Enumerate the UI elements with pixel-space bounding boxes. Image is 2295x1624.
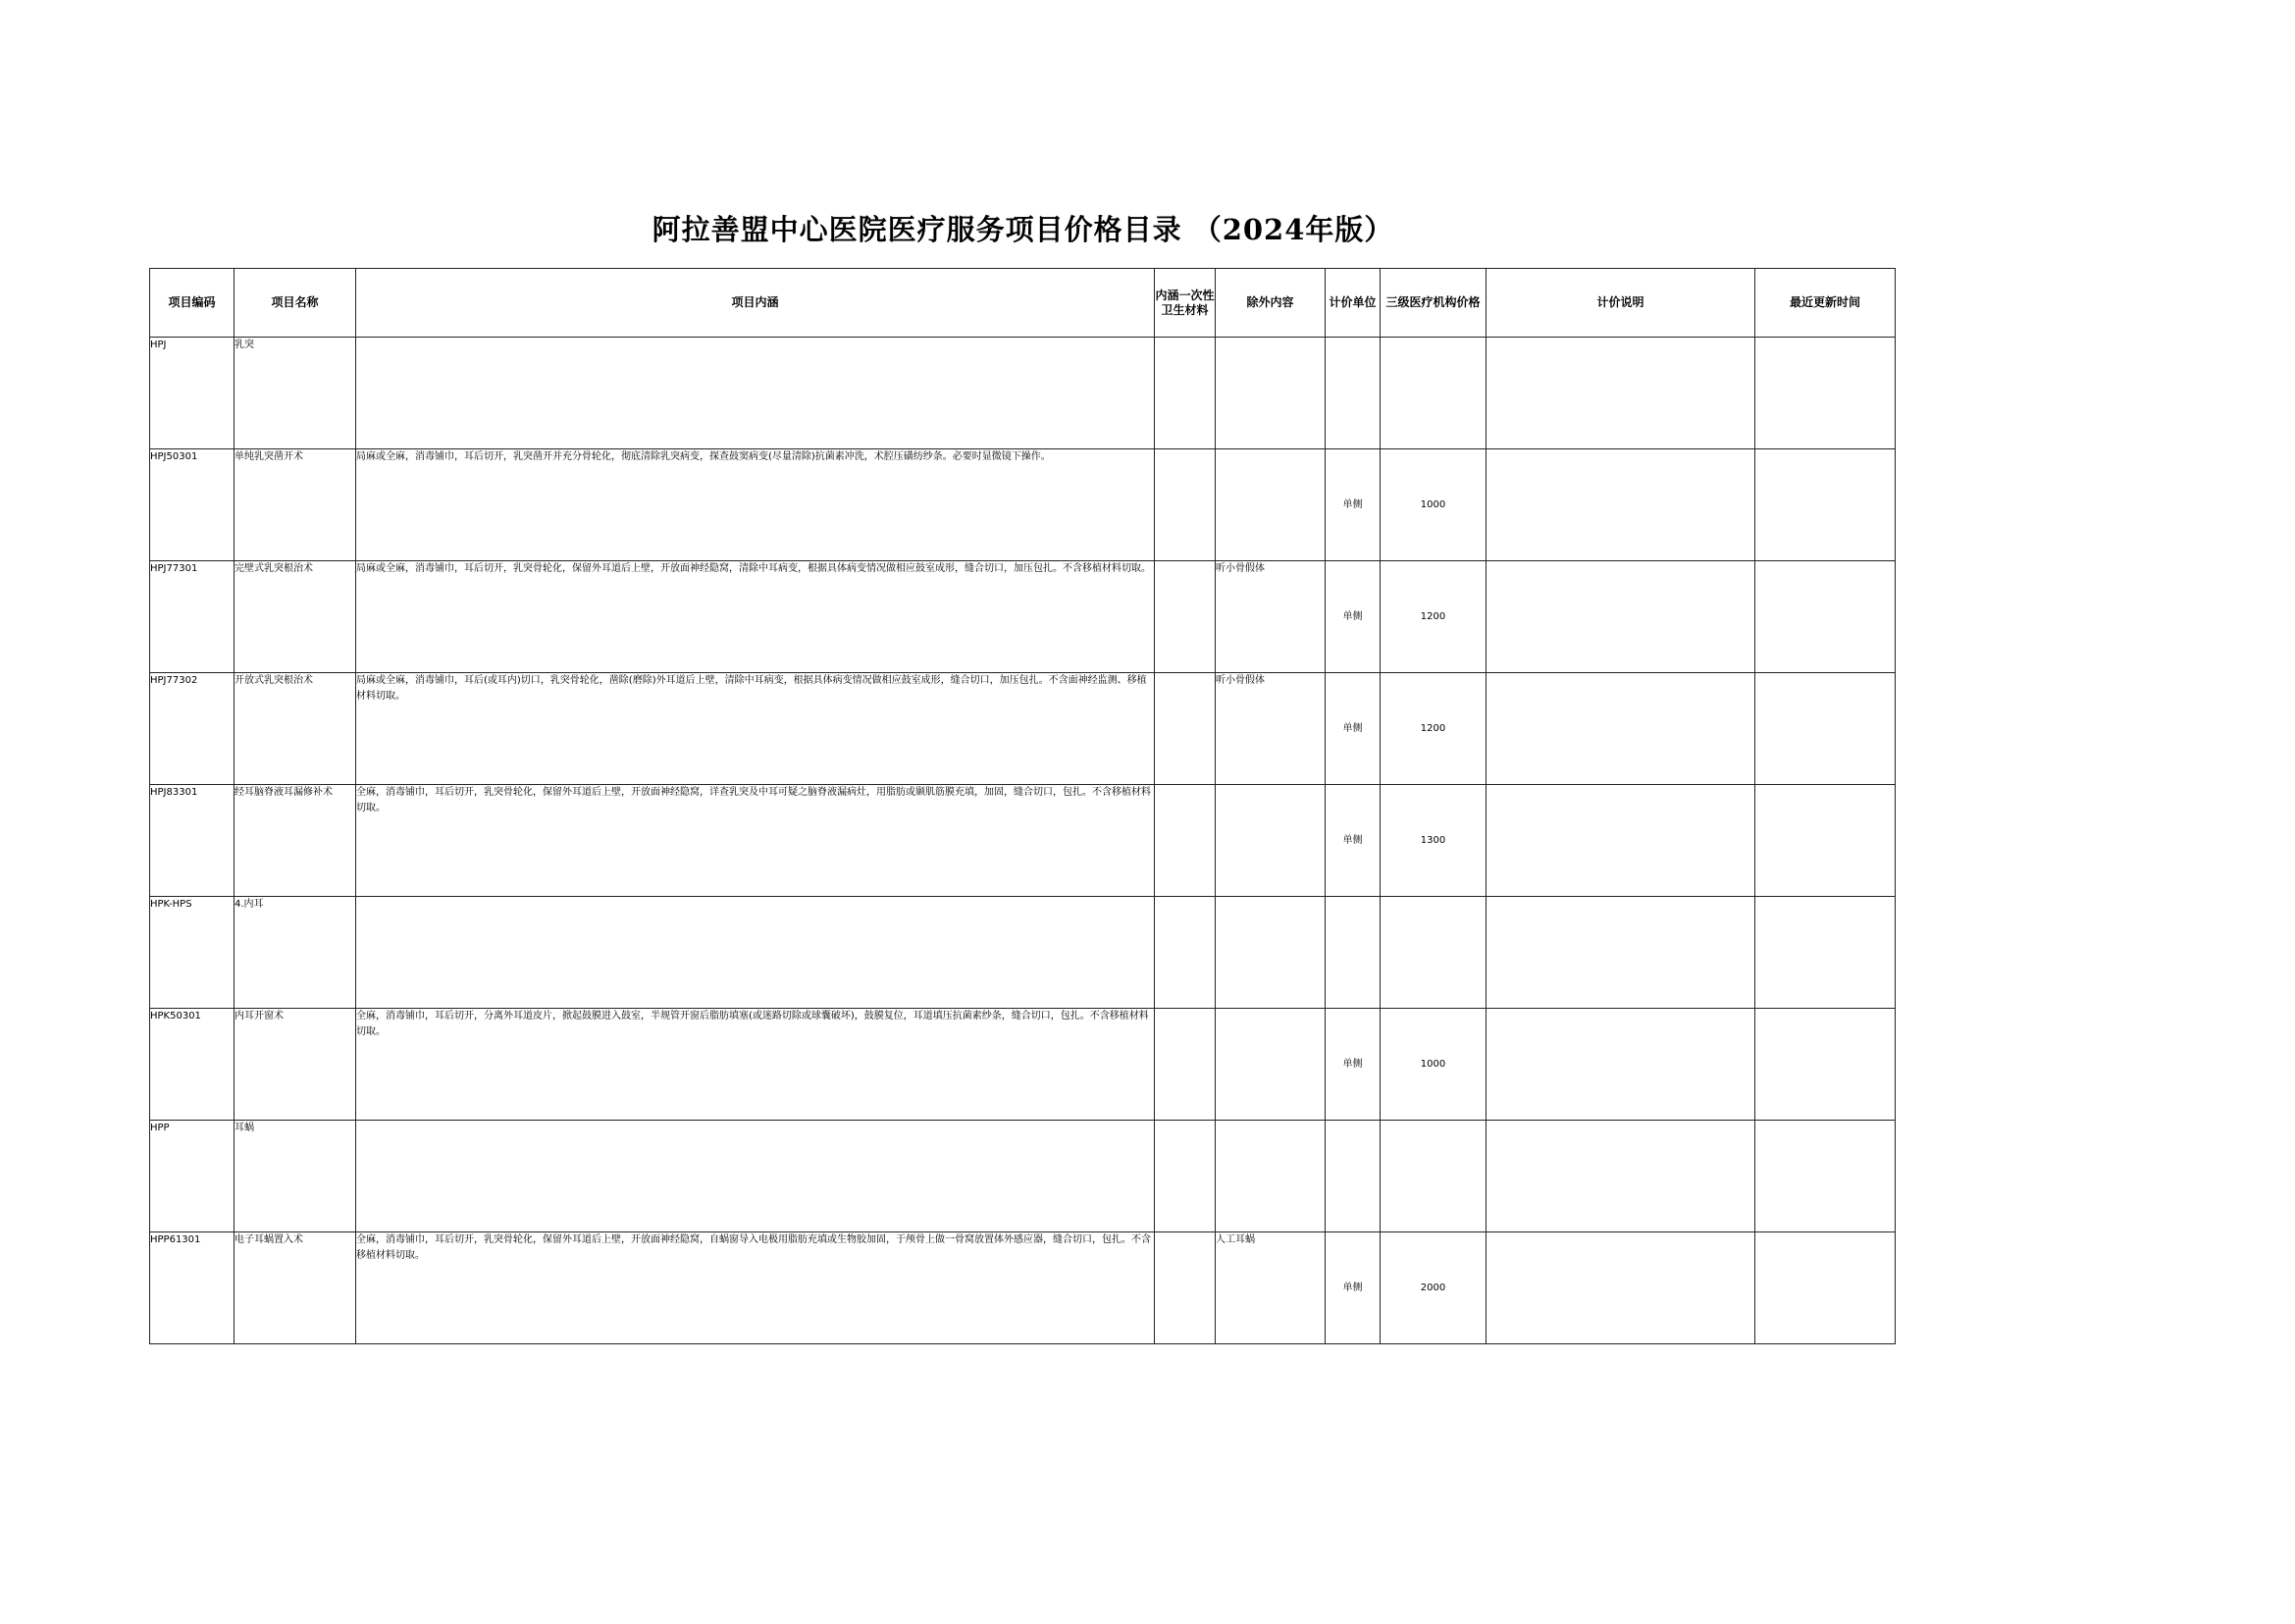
cell-unit: 单侧 <box>1326 1232 1381 1344</box>
cell-disposable <box>1155 1121 1216 1232</box>
cell-updated <box>1755 1121 1896 1232</box>
cell-name: 完壁式乳突根治术 <box>235 561 356 673</box>
cell-updated <box>1755 449 1896 561</box>
cell-price: 1200 <box>1381 561 1487 673</box>
cell-code: HPJ77301 <box>150 561 235 673</box>
cell-exclusion <box>1216 1009 1326 1121</box>
table-body <box>150 338 1896 1344</box>
header-disposable: 内涵一次性卫生材料 <box>1155 269 1216 338</box>
table-row <box>150 1009 1896 1121</box>
cell-exclusion <box>1216 785 1326 897</box>
cell-updated <box>1755 1009 1896 1121</box>
cell-price: 1000 <box>1381 1009 1487 1121</box>
cell-updated <box>1755 1232 1896 1344</box>
cell-code: HPK-HPS <box>150 897 235 1009</box>
cell-unit <box>1326 897 1381 1009</box>
cell-code: HPP <box>150 1121 235 1232</box>
cell-disposable <box>1155 673 1216 785</box>
cell-name: 经耳脑脊液耳漏修补术 <box>235 785 356 897</box>
cell-name: 电子耳蜗置入术 <box>235 1232 356 1344</box>
table-header-row <box>150 269 1896 338</box>
cell-note <box>1487 785 1755 897</box>
cell-note <box>1487 897 1755 1009</box>
header-unit: 计价单位 <box>1326 269 1381 338</box>
cell-note <box>1487 338 1755 449</box>
cell-price <box>1381 338 1487 449</box>
cell-price: 1000 <box>1381 449 1487 561</box>
cell-disposable <box>1155 338 1216 449</box>
cell-name: 4.内耳 <box>235 897 356 1009</box>
cell-price: 1200 <box>1381 673 1487 785</box>
table-row <box>150 785 1896 897</box>
header-code: 项目编码 <box>150 269 235 338</box>
cell-name: 耳蜗 <box>235 1121 356 1232</box>
cell-content: 全麻，消毒铺巾，耳后切开，乳突骨轮化，保留外耳道后上壁，开放面神经隐窝，自蜗窗导入电极用脂肪充填或生物胶加固，于颅骨上做一骨窝放置体外感应器，缝合切口，包扎。不含移植材料切取。 <box>356 1232 1155 1344</box>
cell-content <box>356 897 1155 1009</box>
cell-disposable <box>1155 449 1216 561</box>
header-content: 项目内涵 <box>356 269 1155 338</box>
cell-note <box>1487 673 1755 785</box>
page-title: 阿拉善盟中心医院医疗服务项目价格目录 （2024年版） <box>652 213 1394 246</box>
cell-unit: 单侧 <box>1326 673 1381 785</box>
cell-disposable <box>1155 1009 1216 1121</box>
cell-code: HPJ <box>150 338 235 449</box>
cell-unit: 单侧 <box>1326 561 1381 673</box>
table-row <box>150 673 1896 785</box>
header-note: 计价说明 <box>1487 269 1755 338</box>
cell-name: 单纯乳突凿开术 <box>235 449 356 561</box>
cell-exclusion <box>1216 1121 1326 1232</box>
cell-exclusion <box>1216 897 1326 1009</box>
table-row <box>150 1121 1896 1232</box>
cell-updated <box>1755 673 1896 785</box>
cell-content <box>356 1121 1155 1232</box>
table-row <box>150 1232 1896 1344</box>
cell-code: HPK50301 <box>150 1009 235 1121</box>
cell-price: 1300 <box>1381 785 1487 897</box>
cell-content: 全麻，消毒铺巾，耳后切开，乳突骨轮化，保留外耳道后上壁，开放面神经隐窝，详查乳突及中耳可疑之脑脊液漏病灶，用脂肪或颞肌筋膜充填，加固，缝合切口，包扎。不含移植材料切取。 <box>356 785 1155 897</box>
cell-unit <box>1326 1121 1381 1232</box>
cell-disposable <box>1155 561 1216 673</box>
cell-name: 内耳开窗术 <box>235 1009 356 1121</box>
cell-unit: 单侧 <box>1326 449 1381 561</box>
table-row <box>150 561 1896 673</box>
cell-unit <box>1326 338 1381 449</box>
cell-name: 乳突 <box>235 338 356 449</box>
cell-exclusion <box>1216 338 1326 449</box>
cell-note <box>1487 1009 1755 1121</box>
cell-note <box>1487 1121 1755 1232</box>
table-row <box>150 897 1896 1009</box>
table-row <box>150 449 1896 561</box>
header-exclusion: 除外内容 <box>1216 269 1326 338</box>
cell-price <box>1381 897 1487 1009</box>
cell-updated <box>1755 897 1896 1009</box>
cell-code: HPJ77302 <box>150 673 235 785</box>
cell-disposable <box>1155 785 1216 897</box>
cell-content: 局麻或全麻，消毒铺巾，耳后(或耳内)切口，乳突骨轮化，凿除(磨除)外耳道后上壁，清除中耳病变，根据具体病变情况做相应鼓室成形，缝合切口，加压包扎。不含面神经监测、移植材料切取。 <box>356 673 1155 785</box>
cell-price: 2000 <box>1381 1232 1487 1344</box>
cell-code: HPJ83301 <box>150 785 235 897</box>
cell-exclusion: 听小骨假体 <box>1216 673 1326 785</box>
cell-content <box>356 338 1155 449</box>
cell-note <box>1487 449 1755 561</box>
table-row <box>150 338 1896 449</box>
cell-content: 局麻或全麻，消毒铺巾，耳后切开，乳突凿开并充分骨轮化，彻底清除乳突病变，探查鼓窦病变(尽量清除)抗菌素冲洗，术腔压磺纺纱条。必要时显微镜下操作。 <box>356 449 1155 561</box>
cell-content: 局麻或全麻，消毒铺巾，耳后切开，乳突骨轮化，保留外耳道后上壁，开放面神经隐窝，清除中耳病变，根据具体病变情况做相应鼓室成形，缝合切口，加压包扎。不含移植材料切取。 <box>356 561 1155 673</box>
cell-code: HPP61301 <box>150 1232 235 1344</box>
cell-exclusion: 听小骨假体 <box>1216 561 1326 673</box>
cell-code: HPJ50301 <box>150 449 235 561</box>
cell-updated <box>1755 338 1896 449</box>
cell-name: 开放式乳突根治术 <box>235 673 356 785</box>
cell-disposable <box>1155 1232 1216 1344</box>
cell-unit: 单侧 <box>1326 785 1381 897</box>
cell-note <box>1487 561 1755 673</box>
cell-updated <box>1755 561 1896 673</box>
cell-price <box>1381 1121 1487 1232</box>
header-name: 项目名称 <box>235 269 356 338</box>
cell-unit: 单侧 <box>1326 1009 1381 1121</box>
cell-content: 全麻，消毒铺巾，耳后切开，分离外耳道皮片，掀起鼓膜进入鼓室，半规管开窗后脂肪填塞(或迷路切除或球囊破坏)，鼓膜复位，耳道填压抗菌素纱条，缝合切口，包扎。不含移植材料切取。 <box>356 1009 1155 1121</box>
header-price: 三级医疗机构价格 <box>1381 269 1487 338</box>
header-updated: 最近更新时间 <box>1755 269 1896 338</box>
cell-note <box>1487 1232 1755 1344</box>
cell-exclusion: 人工耳蜗 <box>1216 1232 1326 1344</box>
price-table <box>149 268 1896 1344</box>
cell-updated <box>1755 785 1896 897</box>
cell-disposable <box>1155 897 1216 1009</box>
cell-exclusion <box>1216 449 1326 561</box>
